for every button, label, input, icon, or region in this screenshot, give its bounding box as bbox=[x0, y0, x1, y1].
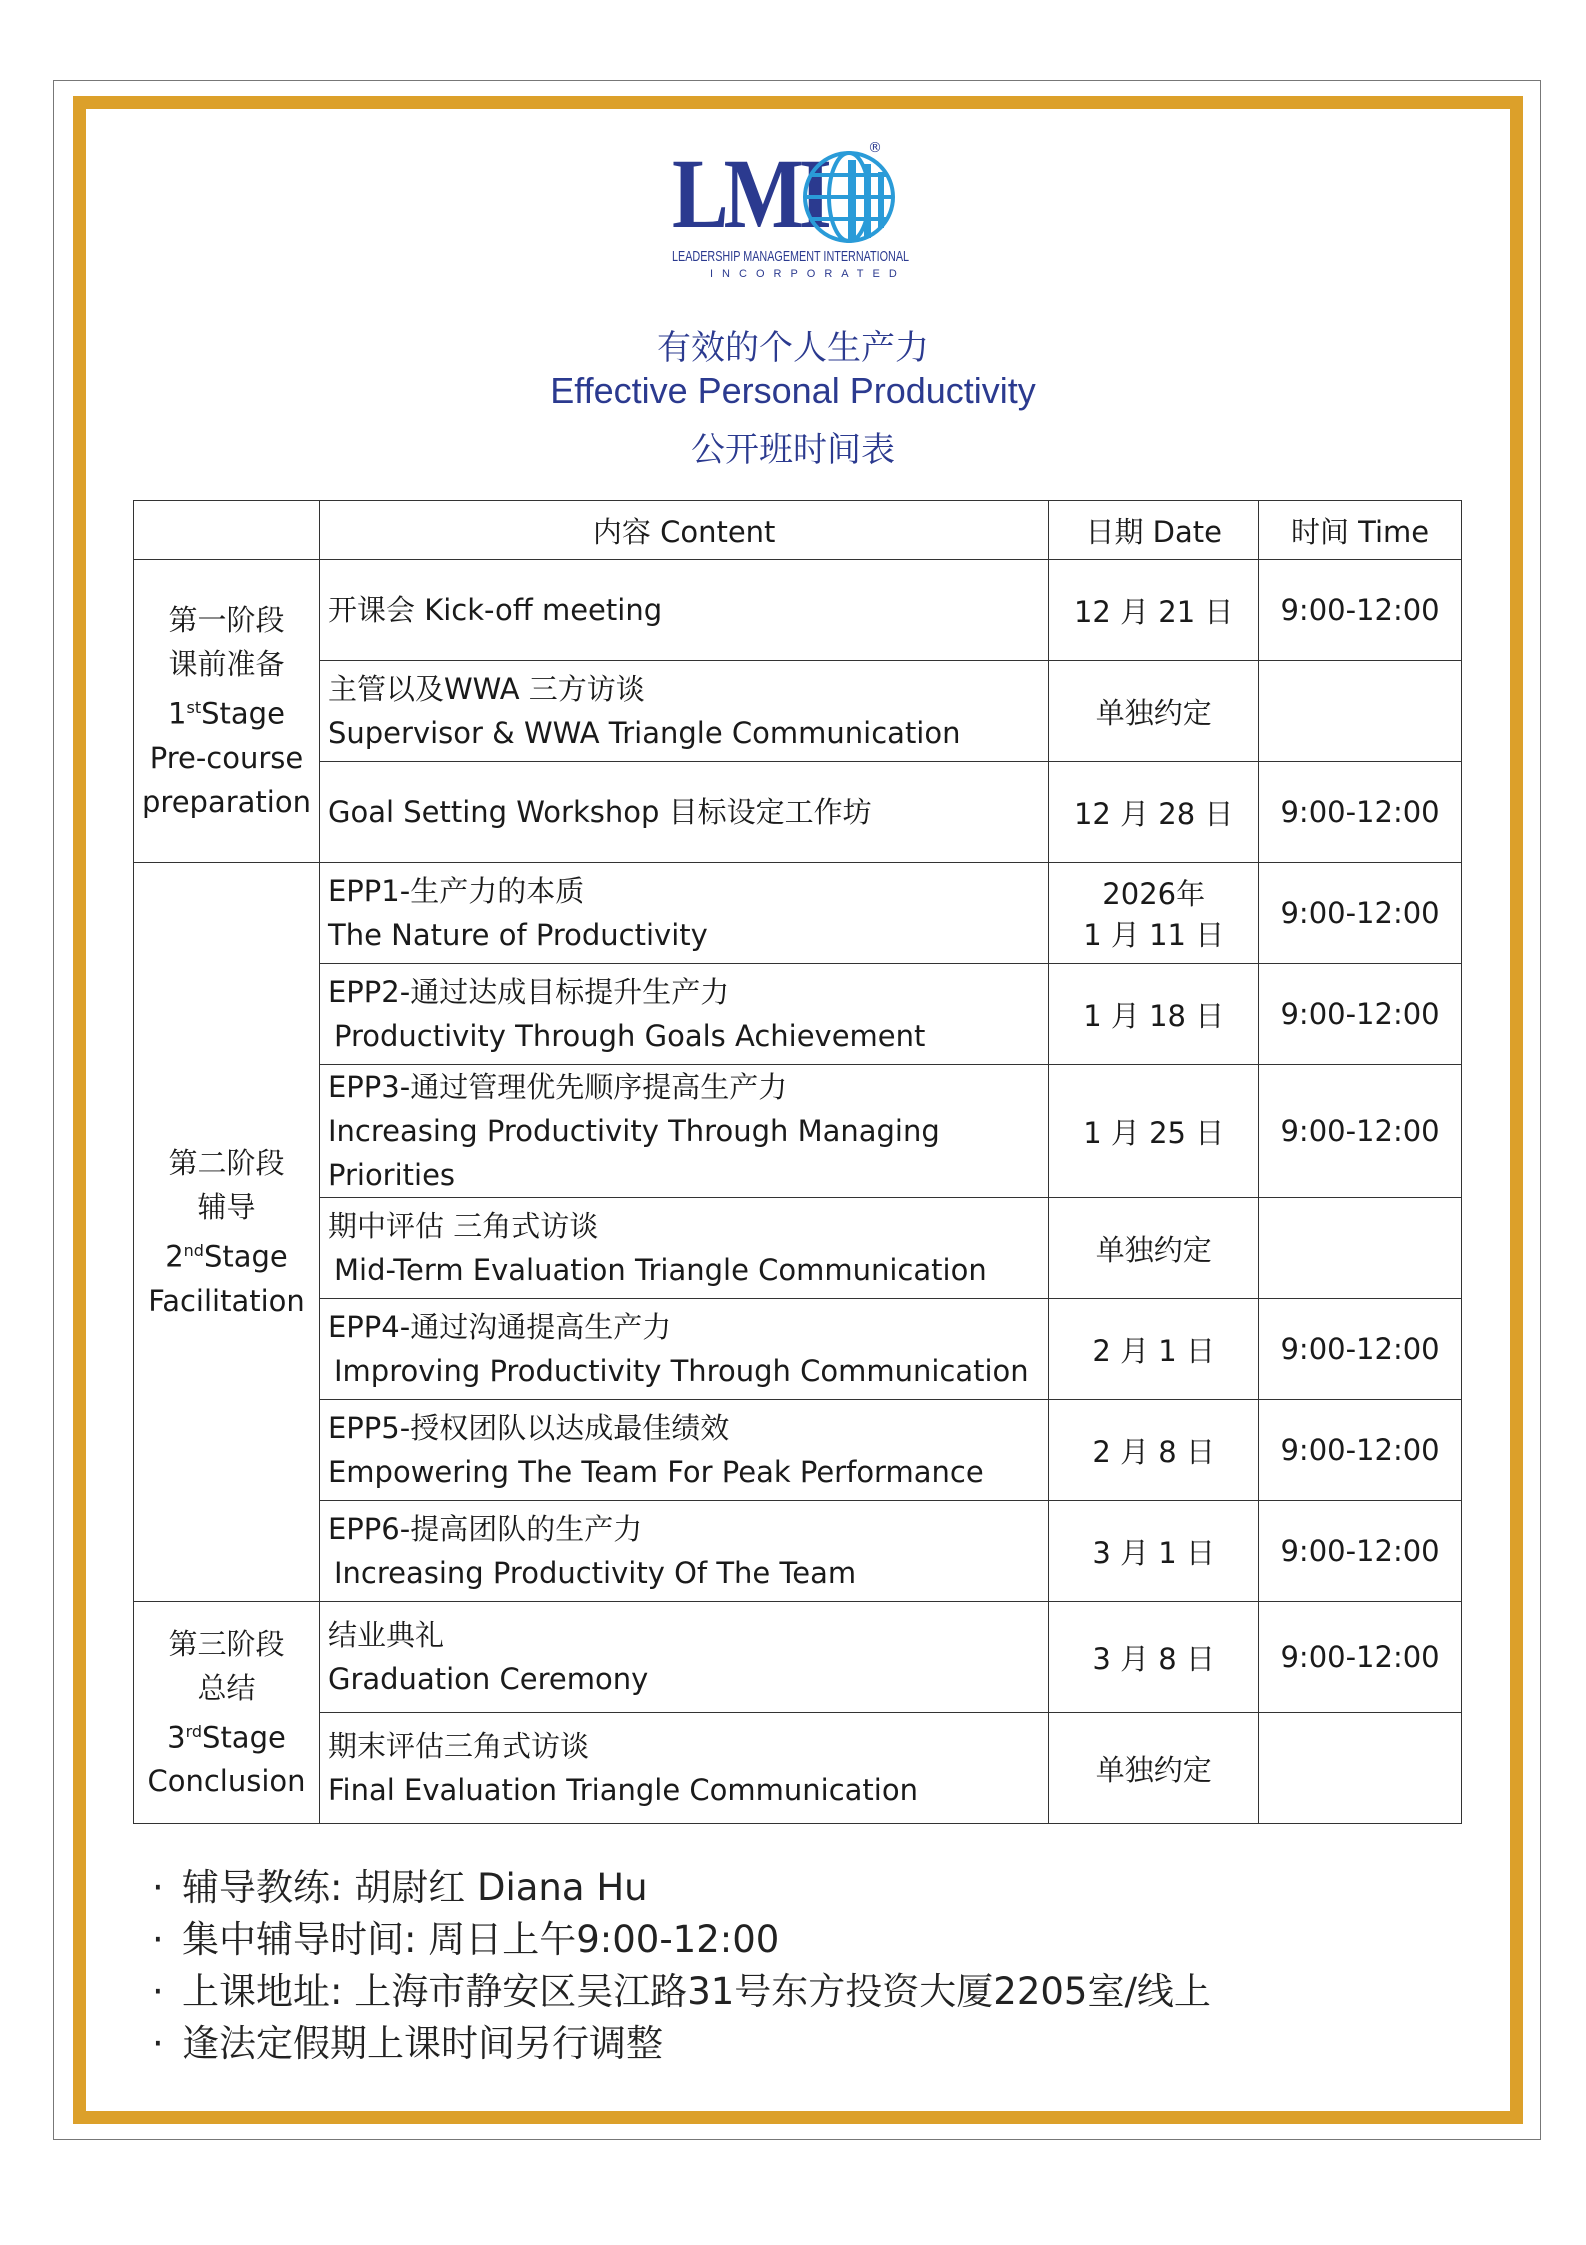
stage-label-en: 1stStage bbox=[168, 696, 285, 731]
table-row bbox=[134, 661, 1462, 762]
logo-incorporated: INCORPORATED bbox=[710, 268, 906, 280]
content-cell: 期末评估三角式访谈 Final Evaluation Triangle Communication bbox=[319, 1713, 1048, 1824]
date-cell: 12 月 28 日 bbox=[1049, 762, 1259, 863]
date-cell: 1 月 18 日 bbox=[1049, 964, 1259, 1065]
date-cell: 2 月 8 日 bbox=[1049, 1400, 1259, 1501]
date-cell: 单独约定 bbox=[1049, 1198, 1259, 1299]
time-cell: 9:00-12:00 bbox=[1259, 762, 1462, 863]
table-row bbox=[134, 863, 1462, 964]
globe-icon bbox=[802, 150, 896, 244]
table-row bbox=[134, 1602, 1462, 1713]
content-cell: EPP5-授权团队以达成最佳绩效 Empowering The Team For Peak Performance bbox=[319, 1400, 1048, 1501]
registered-mark: ® bbox=[868, 140, 882, 156]
page-title-en: Effective Personal Productivity bbox=[550, 370, 1036, 411]
time-cell: 9:00-12:00 bbox=[1259, 1299, 1462, 1400]
table-row bbox=[134, 1501, 1462, 1602]
note-address: · 上课地址: 上海市静安区吴江路31号东方投资大厦2205室/线上 bbox=[152, 1970, 1211, 2013]
date-cell: 2 月 1 日 bbox=[1049, 1299, 1259, 1400]
stage-label-en: 3rdStage bbox=[167, 1720, 286, 1755]
stage-label-cn2: 辅导 bbox=[197, 1190, 256, 1225]
time-cell bbox=[1259, 661, 1462, 762]
time-cell: 9:00-12:00 bbox=[1259, 560, 1462, 661]
stage-desc: Facilitation bbox=[148, 1283, 305, 1318]
content-cell: EPP4-通过沟通提高生产力 Improving Productivity Through Communication bbox=[319, 1299, 1048, 1400]
content-cell: EPP1-生产力的本质 The Nature of Productivity bbox=[319, 863, 1048, 964]
stage-desc: Pre-course preparation bbox=[142, 740, 311, 819]
time-cell: 9:00-12:00 bbox=[1259, 1065, 1462, 1198]
header-time: 时间 Time bbox=[1259, 501, 1462, 560]
content-cell: 开课会 Kick-off meeting bbox=[319, 560, 1048, 661]
date-cell: 单独约定 bbox=[1049, 661, 1259, 762]
table-row bbox=[134, 1713, 1462, 1824]
stage-cell-1 bbox=[134, 560, 320, 863]
content-cell: EPP3-通过管理优先顺序提高生产力 Increasing Productivity Through Managing Priorities bbox=[319, 1065, 1048, 1198]
stage-label-cn: 第二阶段 bbox=[168, 1146, 285, 1181]
stage-label-cn2: 总结 bbox=[197, 1670, 256, 1705]
stage-label-en: 2ndStage bbox=[165, 1239, 288, 1274]
content-cell: EPP2-通过达成目标提升生产力 Productivity Through Goals Achievement bbox=[319, 964, 1048, 1065]
stage-desc: Conclusion bbox=[147, 1764, 306, 1799]
time-cell: 9:00-12:00 bbox=[1259, 863, 1462, 964]
table-header-row bbox=[134, 501, 1462, 560]
page-title-cn: 有效的个人生产力 bbox=[657, 328, 929, 368]
table-row bbox=[134, 964, 1462, 1065]
stage-label-cn: 第三阶段 bbox=[168, 1626, 285, 1661]
content-cell: 主管以及WWA 三方访谈 Supervisor & WWA Triangle Communication bbox=[319, 661, 1048, 762]
date-cell: 1 月 25 日 bbox=[1049, 1065, 1259, 1198]
header-stage bbox=[134, 501, 320, 560]
table-row bbox=[134, 560, 1462, 661]
schedule-table bbox=[133, 500, 1462, 1824]
note-time: · 集中辅导时间: 周日上午9:00-12:00 bbox=[152, 1918, 780, 1961]
stage-cell-2 bbox=[134, 863, 320, 1602]
time-cell: 9:00-12:00 bbox=[1259, 1400, 1462, 1501]
note-holiday: · 逢法定假期上课时间另行调整 bbox=[152, 2022, 663, 2065]
header-date: 日期 Date bbox=[1049, 501, 1259, 560]
content-cell: EPP6-提高团队的生产力 Increasing Productivity Of The Team bbox=[319, 1501, 1048, 1602]
stage-cell-3 bbox=[134, 1602, 320, 1824]
date-cell: 2026年 1 月 11 日 bbox=[1049, 863, 1259, 964]
lmi-logo bbox=[672, 138, 910, 284]
stage-label-cn2: 课前准备 bbox=[168, 647, 285, 682]
time-cell: 9:00-12:00 bbox=[1259, 964, 1462, 1065]
date-cell: 3 月 1 日 bbox=[1049, 1501, 1259, 1602]
table-row bbox=[134, 1400, 1462, 1501]
logo-company-name: LEADERSHIP MANAGEMENT INTERNATIONAL bbox=[672, 248, 910, 265]
date-cell: 单独约定 bbox=[1049, 1713, 1259, 1824]
note-coach: · 辅导教练: 胡尉红 Diana Hu bbox=[152, 1866, 648, 1909]
table-row bbox=[134, 762, 1462, 863]
page-subtitle: 公开班时间表 bbox=[691, 430, 895, 470]
time-cell: 9:00-12:00 bbox=[1259, 1501, 1462, 1602]
time-cell bbox=[1259, 1713, 1462, 1824]
content-cell: 结业典礼 Graduation Ceremony bbox=[319, 1602, 1048, 1713]
content-cell: Goal Setting Workshop 目标设定工作坊 bbox=[319, 762, 1048, 863]
content-cell: 期中评估 三角式访谈 Mid-Term Evaluation Triangle Communication bbox=[319, 1198, 1048, 1299]
date-cell: 12 月 21 日 bbox=[1049, 560, 1259, 661]
header-content: 内容 Content bbox=[319, 501, 1048, 560]
date-cell: 3 月 8 日 bbox=[1049, 1602, 1259, 1713]
table-row bbox=[134, 1299, 1462, 1400]
stage-label-cn: 第一阶段 bbox=[168, 603, 285, 638]
logo-wordmark: LMI bbox=[672, 138, 827, 249]
notes-list bbox=[152, 1862, 1211, 2070]
table-row bbox=[134, 1065, 1462, 1198]
table-row bbox=[134, 1198, 1462, 1299]
time-cell bbox=[1259, 1198, 1462, 1299]
time-cell: 9:00-12:00 bbox=[1259, 1602, 1462, 1713]
